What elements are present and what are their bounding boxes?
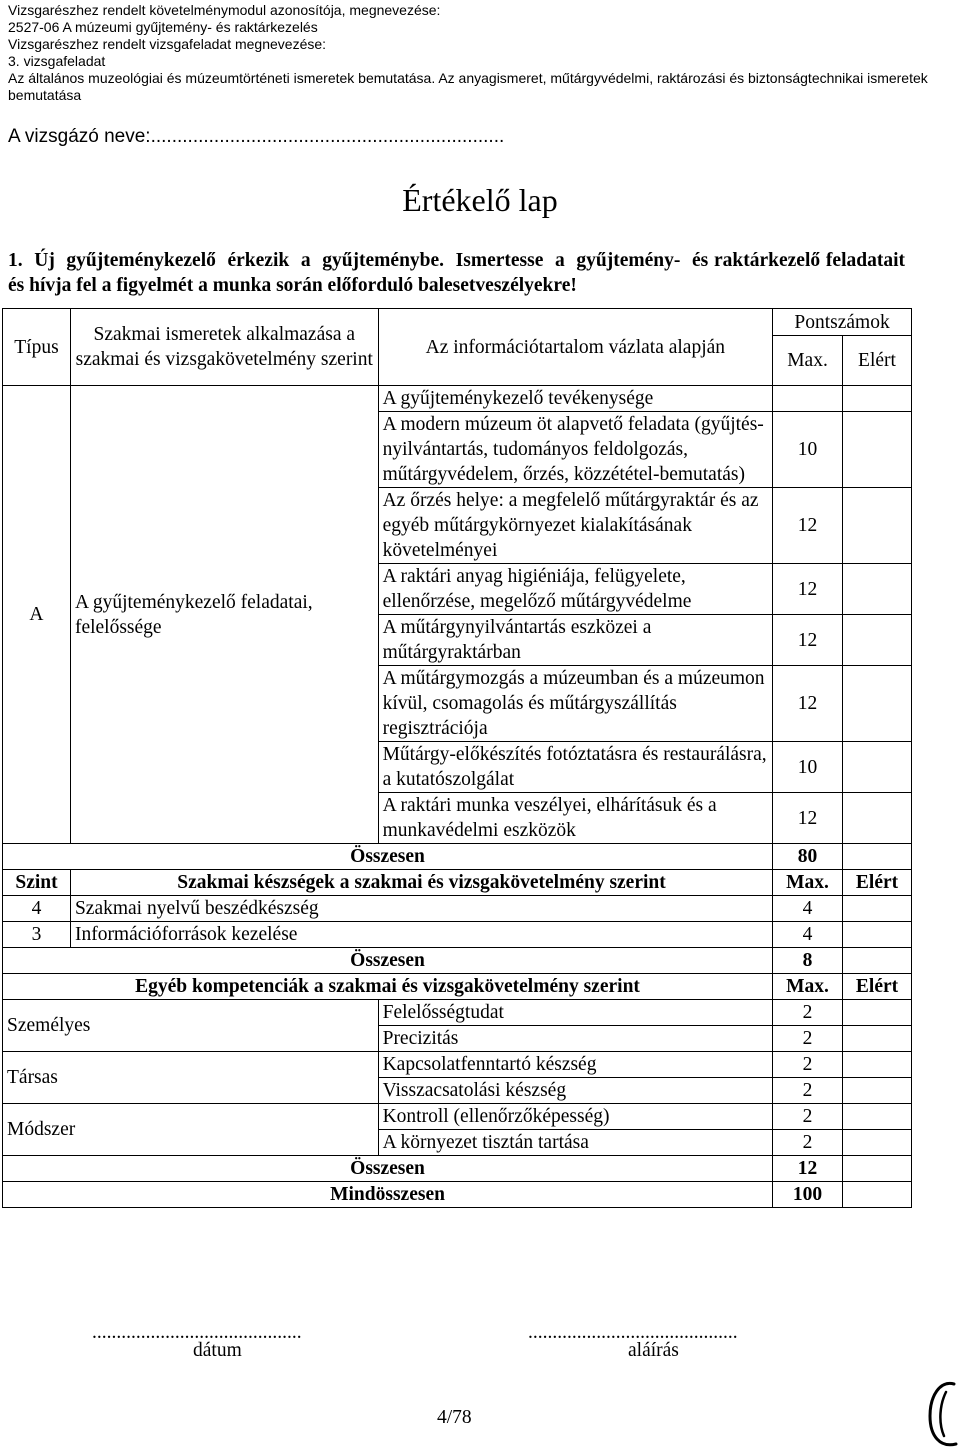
achieved-cell — [843, 488, 912, 564]
header-achieved: Elért — [843, 336, 912, 386]
max-cell: 12 — [773, 666, 843, 742]
achieved-cell — [843, 793, 912, 844]
max-cell: 12 — [773, 615, 843, 666]
outline-item: A műtárgymozgás a múzeumban és a múzeumon kívül, csomagolás és műtárgyszállítás regisztrációja — [378, 666, 772, 742]
competency-item: A környezet tisztán tartása — [378, 1130, 772, 1156]
header-max: Max. — [773, 336, 843, 386]
max-cell: 10 — [773, 412, 843, 488]
total-value: 80 — [773, 844, 843, 870]
header-line-3: Vizsgarészhez rendelt vizsgafeladat megnevezése: — [8, 36, 327, 52]
competencies-header-title: Egyéb kompetenciák a szakmai és vizsgakövetelmény szerint — [3, 974, 773, 1000]
achieved-cell — [843, 742, 912, 793]
achieved-cell — [843, 666, 912, 742]
competency-group: Személyes — [3, 1000, 379, 1052]
outline-item: Műtárgy-előkészítés fotóztatásra és restaurálásra, a kutatószolgálat — [378, 742, 772, 793]
achieved-cell — [843, 412, 912, 488]
skills-header-title: Szakmai készségek a szakmai és vizsgakövetelmény szerint — [70, 870, 772, 896]
max-cell: 2 — [773, 1130, 843, 1156]
header-max: Max. — [773, 974, 843, 1000]
header-points: Pontszámok — [773, 309, 912, 336]
achieved-cell — [843, 1052, 912, 1078]
page-header — [8, 2, 953, 104]
achieved-cell — [843, 564, 912, 615]
max-cell: 2 — [773, 1078, 843, 1104]
knowledge-cell: A gyűjteménykezelő feladatai, felelőssége — [70, 386, 378, 844]
total-value: 12 — [773, 1156, 843, 1182]
achieved-cell — [843, 1156, 912, 1182]
competency-item: Felelősségtudat — [378, 1000, 772, 1026]
total-value: 8 — [773, 948, 843, 974]
header-outline: Az információtartalom vázlata alapján — [378, 309, 772, 386]
outline-item: A gyűjteménykezelő tevékenysége — [378, 386, 772, 412]
competency-group: Társas — [3, 1052, 379, 1104]
achieved-cell — [843, 1078, 912, 1104]
header-line-5: Az általános muzeológiai és múzeumtörténeti ismeretek bemutatása. Az anyagismeret, műtárgyvédelmi, raktározási és biztonságtechnikai ismeretek bemutatása — [8, 70, 928, 103]
page-number: 4/78 — [437, 1407, 472, 1428]
max-cell — [773, 386, 843, 412]
max-cell: 4 — [773, 922, 843, 948]
competency-item: Precizitás — [378, 1026, 772, 1052]
examinee-name-field: A vizsgázó neve:................................................................... — [8, 126, 505, 147]
outline-item: A műtárgynyilvántartás eszközei a műtárgyraktárban — [378, 615, 772, 666]
max-cell: 12 — [773, 793, 843, 844]
achieved-cell — [843, 896, 912, 922]
header-knowledge: Szakmai ismeretek alkalmazása a szakmai és vizsgakövetelmény szerint — [70, 309, 378, 386]
achieved-cell — [843, 1130, 912, 1156]
signature-label: aláírás — [628, 1340, 679, 1361]
outline-item: A modern múzeum öt alapvető feladata (gyűjtés-nyilvántartás, tudományos feldolgozás, műtárgyvédelem, őrzés, közzététel-bemutatás) — [378, 412, 772, 488]
page-title: Értékelő lap — [402, 182, 558, 218]
total-label: Összesen — [3, 1156, 773, 1182]
evaluation-table — [2, 308, 912, 1208]
header-line-1: Vizsgarészhez rendelt követelménymodul azonosítója, megnevezése: — [8, 2, 441, 18]
total-label: Összesen — [3, 948, 773, 974]
achieved-cell — [843, 922, 912, 948]
achieved-cell — [843, 615, 912, 666]
header-achieved: Elért — [843, 974, 912, 1000]
outline-item: Az őrzés helye: a megfelelő műtárgyraktár és az egyéb műtárgykörnyezet kialakításának követelményei — [378, 488, 772, 564]
skills-header-level: Szint — [3, 870, 71, 896]
achieved-cell — [843, 386, 912, 412]
skill-name: Szakmai nyelvű beszédkészség — [70, 896, 772, 922]
grand-total-value: 100 — [773, 1182, 843, 1208]
outline-item: A raktári munka veszélyei, elhárításuk és a munkavédelmi eszközök — [378, 793, 772, 844]
handwritten-initial — [926, 1378, 960, 1452]
date-signature-line: ........................................... — [92, 1322, 302, 1343]
grand-total-label: Mindösszesen — [3, 1182, 773, 1208]
header-line-4: 3. vizsgafeladat — [8, 53, 106, 69]
max-cell: 2 — [773, 1000, 843, 1026]
achieved-cell — [843, 948, 912, 974]
skill-name: Információforrások kezelése — [70, 922, 772, 948]
header-type: Típus — [3, 309, 71, 386]
task-statement: 1. Új gyűjteménykezelő érkezik a gyűjteménybe. Ismertesse a gyűjtemény- és raktárkezelő feladatait és hívja fel a figyelmét a munka során előforduló balesetveszélyekre! — [8, 250, 910, 296]
header-line-2: 2527-06 A múzeumi gyűjtemény- és raktárkezelés — [8, 19, 318, 35]
signature-line: ........................................... — [528, 1322, 738, 1343]
header-achieved: Elért — [843, 870, 912, 896]
max-cell: 4 — [773, 896, 843, 922]
achieved-cell — [843, 1104, 912, 1130]
competency-group: Módszer — [3, 1104, 379, 1156]
max-cell: 12 — [773, 488, 843, 564]
type-cell: A — [3, 386, 71, 844]
header-max: Max. — [773, 870, 843, 896]
achieved-cell — [843, 844, 912, 870]
competency-item: Kontroll (ellenőrzőképesség) — [378, 1104, 772, 1130]
max-cell: 12 — [773, 564, 843, 615]
date-label: dátum — [193, 1340, 242, 1361]
competency-item: Visszacsatolási készség — [378, 1078, 772, 1104]
max-cell: 2 — [773, 1052, 843, 1078]
max-cell: 10 — [773, 742, 843, 793]
max-cell: 2 — [773, 1026, 843, 1052]
outline-item: A raktári anyag higiéniája, felügyelete, ellenőrzése, megelőző műtárgyvédelme — [378, 564, 772, 615]
skill-level: 4 — [3, 896, 71, 922]
achieved-cell — [843, 1026, 912, 1052]
total-label: Összesen — [3, 844, 773, 870]
max-cell: 2 — [773, 1104, 843, 1130]
achieved-cell — [843, 1000, 912, 1026]
competency-item: Kapcsolatfenntartó készség — [378, 1052, 772, 1078]
skill-level: 3 — [3, 922, 71, 948]
achieved-cell — [843, 1182, 912, 1208]
